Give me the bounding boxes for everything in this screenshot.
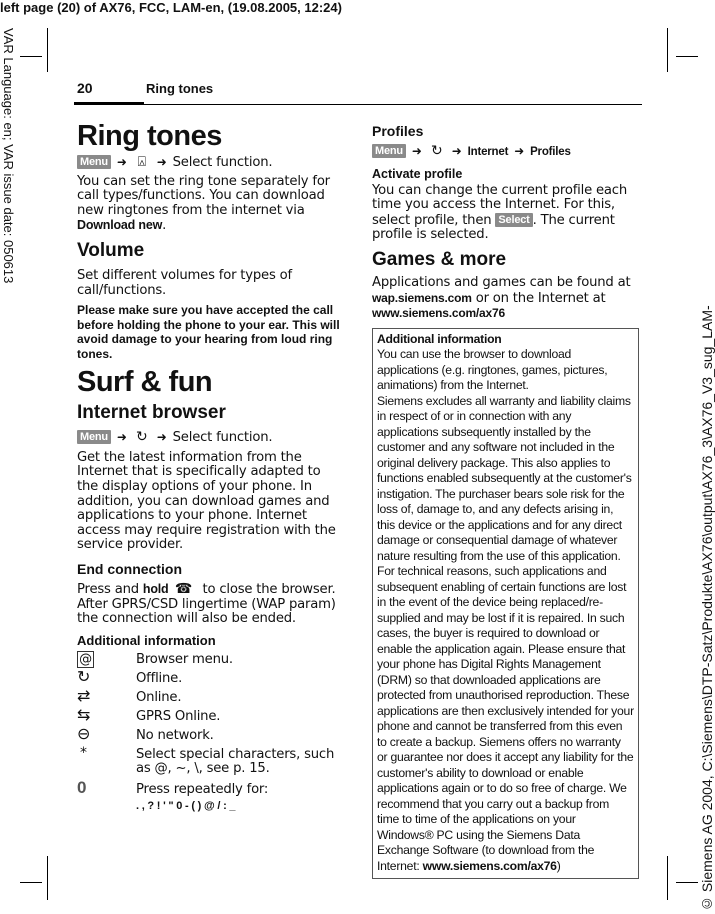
legend-row bbox=[77, 777, 345, 815]
header-rule bbox=[144, 104, 642, 105]
ringtones-title: Ring tones bbox=[77, 120, 222, 152]
profiles-nav bbox=[372, 144, 640, 160]
volume-warning: Please make sure you have accepted the call before holding the phone to your ear. This will avoid damage to your hearing from loud ring tones. bbox=[77, 303, 340, 361]
icon-legend bbox=[77, 651, 345, 815]
arrow-icon: ➜ bbox=[116, 155, 127, 169]
box-paragraph: You can use the browser to download applications (e.g. ringtones, games, pictures, animations) from the Internet. bbox=[377, 347, 608, 393]
legend-text: Offline. bbox=[136, 670, 183, 686]
surf-menu-icon: ↻ bbox=[136, 429, 148, 446]
crop-mark bbox=[667, 28, 668, 72]
legend-row bbox=[77, 685, 345, 708]
end-connection-paragraph: Press and hold ☎ to close the browser. After GPRS/CSD lingertime (WAP param) the connection will also be ended. bbox=[77, 580, 336, 627]
arrow-icon: ➜ bbox=[451, 144, 462, 158]
browser-nav bbox=[77, 430, 345, 446]
additional-info-title: Additional information bbox=[77, 632, 216, 648]
crop-mark bbox=[667, 856, 668, 900]
no-network-icon: ⊖ bbox=[77, 723, 91, 743]
at-icon: @ bbox=[77, 651, 94, 668]
crop-mark bbox=[20, 56, 42, 57]
legend-text: Press repeatedly for: bbox=[136, 781, 269, 797]
browser-paragraph: Get the latest information from the Internet that is specifically adapted to the display options of your phone. In addition, you can download games and applications to your phone. Internet access may require registration with the service provider. bbox=[77, 449, 336, 553]
ringtone-menu-icon: ⍓ bbox=[137, 154, 146, 170]
legend-text: GPRS Online. bbox=[136, 708, 221, 724]
legend-text: Select special characters, such as @, ~, \, see p. 15. bbox=[136, 746, 335, 777]
margin-copyright: © Siemens AG 2004, C:\Siemens\DTP-Satz\Produkte\AX76\output\AX76_3\AX76_V3_sug_LAM- bbox=[699, 305, 715, 912]
crop-mark bbox=[20, 882, 42, 883]
legend-text: Browser menu. bbox=[136, 651, 233, 667]
select-key: Select bbox=[495, 213, 532, 227]
profiles-menu-item: Profiles bbox=[530, 146, 571, 158]
legend-text: No network. bbox=[136, 727, 214, 743]
crop-mark bbox=[47, 28, 48, 72]
activate-profile-title: Activate profile bbox=[372, 166, 463, 181]
margin-language-info: VAR Language: en; VAR issue date: 050613 bbox=[1, 28, 16, 284]
online-icon: ⇄ bbox=[77, 685, 91, 705]
additional-info-box bbox=[372, 328, 639, 880]
crop-mark bbox=[676, 56, 698, 57]
games-title: Games & more bbox=[372, 248, 507, 270]
header-rule bbox=[74, 102, 144, 105]
wap-link: wap.siemens.com bbox=[372, 290, 472, 305]
star-key-icon: * bbox=[80, 744, 87, 761]
download-new-link: Download new bbox=[77, 218, 163, 233]
legend-text: Online. bbox=[136, 689, 182, 705]
end-connection-title: End connection bbox=[77, 560, 182, 577]
hold-keyword: hold bbox=[142, 581, 169, 596]
arrow-icon: ➜ bbox=[411, 144, 422, 158]
special-characters: . , ? ! ' " 0 - ( ) @ / : _ bbox=[136, 799, 236, 812]
internet-menu-item: Internet bbox=[467, 146, 509, 158]
crop-mark bbox=[47, 856, 48, 900]
legend-row bbox=[77, 651, 345, 670]
box-title: Additional information bbox=[377, 331, 502, 346]
right-column bbox=[372, 123, 640, 879]
arrow-icon: ➜ bbox=[156, 155, 167, 169]
box-link: www.siemens.com/ax76 bbox=[422, 858, 557, 873]
volume-title: Volume bbox=[77, 239, 145, 261]
ringtones-paragraph: You can set the ring tone separately for call types/functions. You can download new ringtones from the internet via Download new. bbox=[77, 173, 330, 234]
arrow-icon: ➜ bbox=[514, 144, 525, 158]
crop-mark bbox=[676, 882, 698, 883]
menu-key: Menu bbox=[77, 155, 111, 169]
menu-key: Menu bbox=[372, 144, 406, 158]
activate-profile-paragraph: You can change the current profile each time you access the Internet. For this, select profile, then Select . The current profile is selected. bbox=[372, 182, 627, 243]
nav-text: Select function. bbox=[172, 430, 273, 446]
surf-fun-title: Surf & fun bbox=[77, 366, 213, 399]
page-number: 20 bbox=[77, 80, 93, 96]
legend-row bbox=[77, 723, 345, 746]
offline-icon: ↻ bbox=[77, 666, 91, 686]
menu-key: Menu bbox=[77, 430, 111, 444]
games-paragraph: Applications and games can be found at wap.siemens.com or on the Internet at www.siemens.com/ax76 bbox=[372, 274, 631, 321]
zero-key-icon: 0 bbox=[77, 777, 87, 797]
volume-paragraph: Set different volumes for types of call/functions. bbox=[77, 267, 292, 298]
gprs-online-icon: ⇆ bbox=[77, 704, 91, 724]
left-column bbox=[77, 120, 345, 815]
internet-browser-title: Internet browser bbox=[77, 402, 226, 424]
box-disclaimer: Siemens excludes all warranty and liability claims in respect of or in connection with any applications subsequently installed by the customer and any software not included in the original delivery package. This also applies to functions enabled subsequently at the customer's instigation. The purchaser bears sole risk for the loss of, damage to, and any defects arising in, this device or the applications and for any direct damage or consequential damage of whatever nature resulting from the use of this application. For technical reasons, such applications and subsequent enabling of certain functions are lost in the event of the device being replaced/re-supplied and may be lost if it is repaired. In such cases, the buyer is required to download or enable the application again. Please ensure that your phone has Digital Rights Management (DRM) so that downloaded applications are protected from unauthorised reproduction. These applications are then exclusively intended for your phone and cannot be transferred from this even to create a backup. Siemens offers no warranty or guarantee nor does it accept any liability for the customer's ability to download or enable applications again or to do so free of charge. We recommend that you carry out a backup from time to time of the applications on your Windows® PC using the Siemens Data Exchange Software (to download from the Internet: www.siemens.com/ax76) bbox=[377, 393, 634, 873]
end-key-icon: ☎ bbox=[174, 580, 193, 597]
arrow-icon: ➜ bbox=[116, 430, 127, 445]
ringtones-nav bbox=[77, 155, 345, 171]
profiles-title: Profiles bbox=[372, 123, 424, 139]
legend-row bbox=[77, 746, 345, 779]
nav-text: Select function. bbox=[172, 155, 273, 170]
legend-row bbox=[77, 666, 345, 689]
web-link: www.siemens.com/ax76 bbox=[372, 306, 505, 321]
section-header: Ring tones bbox=[146, 81, 214, 96]
running-head: left page (20) of AX76, FCC, LAM-en, (19.08.2005, 12:24) bbox=[0, 0, 342, 15]
surf-menu-icon: ↻ bbox=[431, 143, 443, 159]
arrow-icon: ➜ bbox=[156, 430, 167, 445]
legend-row bbox=[77, 704, 345, 727]
